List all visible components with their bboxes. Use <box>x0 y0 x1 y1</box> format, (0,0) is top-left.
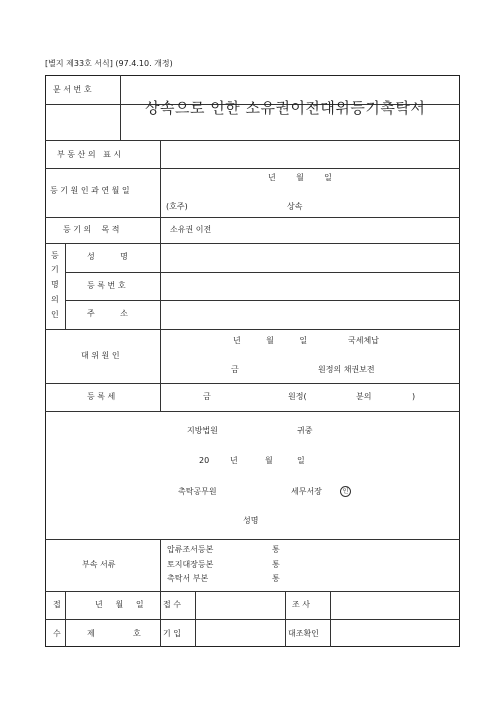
obligee-group-char: 명 <box>51 280 59 289</box>
obligee-group-char: 인 <box>51 310 59 319</box>
subrogation-date: 년 월 일 <box>233 336 308 345</box>
obligee-group-char: 등 <box>51 251 59 260</box>
subrogation-label: 대 위 원 인 <box>81 351 120 360</box>
date-year-prefix: 20 <box>199 456 210 465</box>
rule <box>65 243 66 329</box>
entry-field[interactable] <box>196 620 285 647</box>
signature-label: 성명 <box>243 516 259 525</box>
rule <box>45 411 460 412</box>
form-code: [별지 제33호 서식] (97.4.10. 개정) <box>45 59 173 68</box>
tax-office-head: 세무서장 <box>291 487 322 496</box>
commissioning-official: 촉탁공무원 <box>178 487 217 496</box>
rule <box>45 539 460 540</box>
obligee-name-field[interactable] <box>161 244 460 272</box>
reg-tax-amount-text: 원정( <box>288 392 307 401</box>
registration-cause-label: 등 기 원 인 과 연 월 일 <box>50 186 130 195</box>
rule <box>45 168 460 169</box>
reg-tax-amount-prefix: 금 <box>203 392 211 401</box>
obligee-reg-no-label: 등 록 번 호 <box>87 281 126 290</box>
obligee-group-char: 기 <box>51 265 59 274</box>
doc-number-label: 문 서 번 호 <box>53 85 92 94</box>
obligee-address-label: 주 소 <box>87 309 128 318</box>
receipt-col-1: 접 <box>53 600 61 609</box>
registration-date: 년 월 일 <box>268 173 332 182</box>
rule <box>160 539 161 591</box>
attachment-item: 토지대장등본 <box>167 560 214 569</box>
reg-tax-label: 등 록 세 <box>87 392 116 401</box>
purpose-value: 소유권 이전 <box>170 225 212 234</box>
court-name: 지방법원 <box>187 426 218 435</box>
rule <box>160 591 161 647</box>
rule <box>45 217 460 218</box>
rule <box>285 591 286 647</box>
receipt-col-2: 수 <box>53 629 61 638</box>
review-field[interactable] <box>331 592 460 619</box>
date-year: 년 <box>230 456 238 465</box>
page-title: 상속으로 인한 소유권이전대위등기촉탁서 <box>145 99 426 117</box>
attachment-item: 촉탁서 부본 <box>167 574 209 583</box>
property-field[interactable] <box>161 141 460 168</box>
rule <box>45 329 460 330</box>
attachment-item: 압류조서등본 <box>167 545 214 554</box>
subrogation-tax-arrears: 국세체납 <box>348 336 379 345</box>
date-day: 일 <box>297 456 305 465</box>
seal-mark-icon: 인 <box>340 486 351 497</box>
reg-tax-close: ) <box>412 392 416 401</box>
receipt-date: 년 월 일 <box>95 600 144 609</box>
attachments-label: 부속 서류 <box>82 560 116 569</box>
attachment-unit: 통 <box>272 560 280 569</box>
rule <box>65 591 66 647</box>
obligee-address-field[interactable] <box>161 301 460 329</box>
attachment-unit: 통 <box>272 574 280 583</box>
registration-cause-value: 상속 <box>287 202 303 211</box>
obligee-name-label: 성 명 <box>87 252 128 261</box>
subrogation-amount-prefix: 금 <box>231 365 239 374</box>
receipt-label: 접 수 <box>163 600 181 609</box>
subrogation-claim-text: 원정의 채권보전 <box>318 365 375 374</box>
entry-label: 기 입 <box>163 629 181 638</box>
receipt-number-prefix: 제 <box>87 629 95 638</box>
check-field[interactable] <box>331 620 460 647</box>
obligee-reg-no-field[interactable] <box>161 273 460 300</box>
property-label: 부 동 산 의 표 시 <box>57 150 122 159</box>
honorific: 귀중 <box>297 426 313 435</box>
reg-tax-note: 분의 <box>356 392 372 401</box>
receipt-field[interactable] <box>196 592 285 619</box>
rule <box>45 383 460 384</box>
attachment-unit: 통 <box>272 545 280 554</box>
obligee-group-char: 의 <box>51 295 59 304</box>
receipt-number-suffix: 호 <box>133 629 141 638</box>
purpose-label: 등 기 의 목 적 <box>63 225 120 234</box>
jurisdiction-text: (호주) <box>166 202 188 211</box>
date-month: 월 <box>265 456 273 465</box>
check-label: 대조확인 <box>288 629 319 638</box>
review-label: 조 사 <box>292 600 310 609</box>
